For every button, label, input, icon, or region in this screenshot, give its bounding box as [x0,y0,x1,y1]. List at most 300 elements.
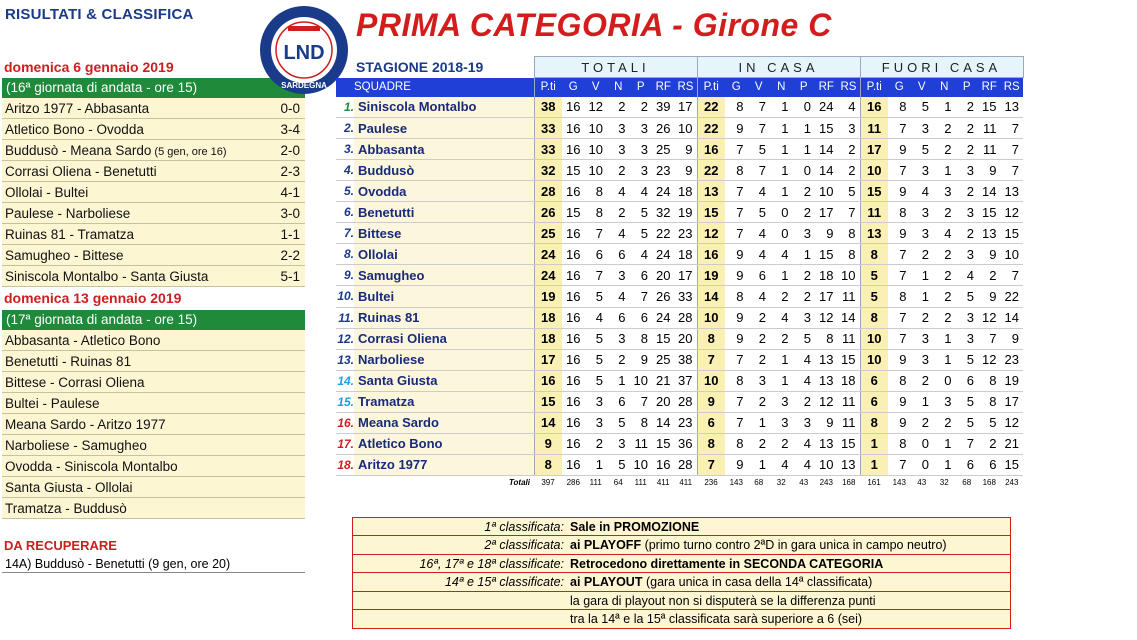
points-casa: 13 [697,181,725,202]
points-fuori: 13 [860,223,888,244]
stat-totali: 16 [562,286,585,307]
match-row [2,266,305,287]
stat-totali: 16 [562,391,585,412]
stat-casa: 2 [838,160,861,181]
stat-totali: 16 [562,223,585,244]
rank-cell: 10. [336,286,354,307]
points-casa: 9 [697,391,725,412]
team-name: Ovodda [354,181,534,202]
rank-cell: 8. [336,244,354,265]
stat-totali: 25 [652,349,675,370]
stat-fuori: 12 [978,349,1001,370]
match-row [2,140,305,161]
stat-fuori: 3 [956,244,979,265]
stat-fuori: 7 [1001,160,1024,181]
stat-totali: 3 [630,139,653,160]
stat-totali: 5 [607,454,630,475]
stat-totali: 32 [652,202,675,223]
rank-cell: 7. [336,223,354,244]
totals-value: 168 [982,478,996,488]
col-header-fuori-n: N [933,78,956,97]
totals-value: 161 [867,478,881,488]
points-totali: 17 [534,349,562,370]
stat-fuori: 3 [933,181,956,202]
stat-totali: 3 [607,433,630,454]
col-header-fuori-p: P [956,78,979,97]
stat-casa: 3 [770,412,793,433]
standings-row [336,286,1023,307]
stat-fuori: 21 [1001,433,1024,454]
stat-totali: 26 [652,286,675,307]
stat-totali: 24 [652,181,675,202]
stat-totali: 26 [652,118,675,139]
group-header-row [336,57,1023,78]
rank-cell: 2. [336,118,354,139]
stat-casa: 1 [748,412,771,433]
legend-bold: ai PLAYOFF [570,538,642,553]
points-totali: 32 [534,160,562,181]
points-fuori: 10 [860,349,888,370]
stat-casa: 11 [838,391,861,412]
stat-casa: 1 [770,265,793,286]
day2-date: domenica 13 gennaio 2019 [4,290,182,306]
team-name: Bittese [354,223,534,244]
stat-fuori: 7 [1001,118,1024,139]
stat-totali: 4 [585,307,608,328]
stat-fuori: 1 [911,391,934,412]
stat-casa: 9 [725,328,748,349]
col-header-totali-g: G [562,78,585,97]
team-name: Samugheo [354,265,534,286]
stat-totali: 20 [675,328,698,349]
stat-casa: 4 [748,223,771,244]
stat-totali: 6 [630,307,653,328]
match-row [2,330,305,351]
standings-row [336,412,1023,433]
points-totali: 19 [534,286,562,307]
stat-fuori: 8 [888,97,911,118]
stat-casa: 8 [725,286,748,307]
standings-row [336,391,1023,412]
stat-totali: 16 [562,412,585,433]
column-header-row [336,78,1023,97]
stat-fuori: 7 [888,160,911,181]
stat-casa: 0 [793,97,816,118]
stat-casa: 2 [748,307,771,328]
legend-value [568,518,1010,535]
stat-casa: 5 [748,202,771,223]
stat-fuori: 22 [1001,286,1024,307]
stat-fuori: 9 [888,412,911,433]
match-row [2,119,305,140]
logo-ring-text: SARDEGNA [281,81,327,90]
recupero-title: DA RECUPERARE [4,538,117,553]
points-fuori: 6 [860,370,888,391]
totals-value: 243 [1005,478,1019,488]
stat-fuori: 8 [888,202,911,223]
stat-casa: 9 [815,412,838,433]
stat-casa: 0 [770,223,793,244]
team-name: Bultei [354,286,534,307]
totals-value: 143 [892,478,906,488]
col-header-casa-n: N [770,78,793,97]
stat-casa: 8 [838,223,861,244]
group-in-casa: IN CASA [697,57,860,78]
stat-totali: 28 [675,307,698,328]
stat-casa: 4 [793,454,816,475]
team-name: Benetutti [354,202,534,223]
stat-fuori: 3 [956,307,979,328]
stat-fuori: 1 [933,97,956,118]
stat-totali: 10 [585,160,608,181]
col-header-fuori-g: G [888,78,911,97]
stat-fuori: 0 [911,433,934,454]
points-casa: 12 [697,223,725,244]
stat-casa: 5 [793,328,816,349]
stat-totali: 16 [562,139,585,160]
points-fuori: 6 [860,391,888,412]
stat-casa: 9 [725,265,748,286]
stat-totali: 4 [630,181,653,202]
team-name: Buddusò [354,160,534,181]
stat-totali: 23 [675,223,698,244]
stat-fuori: 9 [888,139,911,160]
points-fuori: 15 [860,181,888,202]
stat-casa: 0 [770,202,793,223]
stat-fuori: 9 [978,244,1001,265]
stat-totali: 7 [630,391,653,412]
stat-fuori: 19 [1001,370,1024,391]
points-casa: 16 [697,244,725,265]
day1-match-list [2,98,305,287]
col-header-fuori-v: V [911,78,934,97]
stat-casa: 18 [815,265,838,286]
totals-value: 43 [917,478,927,488]
stat-casa: 1 [770,160,793,181]
stat-totali: 16 [562,307,585,328]
stat-fuori: 5 [911,97,934,118]
points-fuori: 1 [860,454,888,475]
stat-totali: 14 [652,412,675,433]
stat-casa: 12 [815,307,838,328]
stat-fuori: 13 [978,223,1001,244]
stat-fuori: 9 [978,286,1001,307]
stat-fuori: 8 [888,433,911,454]
match-teams: Bultei - Paulese [5,396,100,411]
points-casa: 8 [697,433,725,454]
standings-row [336,181,1023,202]
stat-totali: 2 [585,433,608,454]
stat-casa: 11 [838,286,861,307]
stat-totali: 5 [630,223,653,244]
match-row [2,98,305,119]
team-name: Meana Sardo [354,412,534,433]
stat-casa: 1 [770,181,793,202]
stat-casa: 6 [748,265,771,286]
stat-fuori: 14 [978,181,1001,202]
recupero-match: 14A) Buddusò - Benetutti (9 gen, ore 20) [2,555,305,573]
stat-casa: 4 [793,370,816,391]
stat-casa: 2 [770,433,793,454]
stat-fuori: 9 [888,181,911,202]
standings-row [336,328,1023,349]
match-row [2,414,305,435]
group-fuori-casa: FUORI CASA [860,57,1023,78]
stat-totali: 6 [585,244,608,265]
stat-totali: 20 [652,391,675,412]
stat-totali: 2 [607,160,630,181]
legend-value [568,536,1010,553]
stat-casa: 7 [725,202,748,223]
stat-casa: 11 [838,412,861,433]
stat-fuori: 8 [888,370,911,391]
stat-casa: 7 [748,97,771,118]
standings-row [336,370,1023,391]
stat-fuori: 2 [933,244,956,265]
stat-casa: 2 [838,139,861,160]
team-name: Tramatza [354,391,534,412]
points-fuori: 11 [860,118,888,139]
stat-fuori: 3 [911,202,934,223]
legend-bold: Retrocedono direttamente in SECONDA CATEGORIA [570,556,884,571]
stat-fuori: 2 [956,223,979,244]
match-score: 5-1 [280,269,300,284]
stat-fuori: 3 [956,202,979,223]
stat-totali: 20 [652,265,675,286]
match-row [2,351,305,372]
stat-fuori: 15 [978,202,1001,223]
day2-match-list [2,330,305,519]
stat-totali: 21 [652,370,675,391]
group-totali: TOTALI [534,57,697,78]
stat-casa: 2 [793,265,816,286]
stat-casa: 14 [838,307,861,328]
standings-row [336,349,1023,370]
stat-casa: 2 [748,433,771,454]
day2-giornata: (17ª giornata di andata - ore 15) [2,310,305,330]
rank-cell: 13. [336,349,354,370]
stat-totali: 9 [675,160,698,181]
stat-totali: 10 [675,118,698,139]
stat-casa: 15 [838,349,861,370]
stat-totali: 15 [652,433,675,454]
match-teams: Paulese - Narboliese [5,206,131,221]
stat-fuori: 15 [1001,454,1024,475]
stat-totali: 4 [607,286,630,307]
points-casa: 22 [697,97,725,118]
stat-fuori: 2 [956,181,979,202]
legend-box [352,517,1011,629]
totals-label: Totali [508,478,530,488]
stat-fuori: 12 [1001,412,1024,433]
stat-fuori: 14 [1001,307,1024,328]
totals-value: 111 [589,478,602,488]
match-score: 0-0 [280,101,300,116]
stat-totali: 5 [585,286,608,307]
team-name: Paulese [354,118,534,139]
match-score: 2-2 [280,248,300,263]
totals-value: 111 [634,478,647,488]
points-casa: 19 [697,265,725,286]
legend-key: 16ª, 17ª e 18ª classificate: [419,556,564,571]
stat-totali: 16 [562,265,585,286]
match-teams: Santa Giusta - Ollolai [5,480,133,495]
stat-fuori: 11 [978,139,1001,160]
team-name: Narboliese [354,349,534,370]
col-header-totali-pti: P.ti [534,78,562,97]
stat-fuori: 5 [956,349,979,370]
stat-fuori: 2 [911,370,934,391]
stat-totali: 16 [562,328,585,349]
totals-value: 68 [754,478,764,488]
stat-totali: 19 [675,202,698,223]
stat-fuori: 3 [956,160,979,181]
stat-fuori: 4 [956,265,979,286]
stat-totali: 8 [630,412,653,433]
stat-totali: 4 [607,223,630,244]
stat-fuori: 2 [933,412,956,433]
team-name: Atletico Bono [354,433,534,454]
stat-totali: 9 [675,139,698,160]
stat-casa: 17 [815,286,838,307]
stat-casa: 4 [838,97,861,118]
standings-row [336,265,1023,286]
standings-table [336,56,1024,489]
stat-totali: 18 [675,244,698,265]
day1-date: domenica 6 gennaio 2019 [4,59,174,75]
stat-fuori: 11 [978,118,1001,139]
points-fuori: 1 [860,433,888,454]
stat-fuori: 23 [1001,349,1024,370]
stat-totali: 3 [607,265,630,286]
col-header-totali-p: P [630,78,653,97]
stat-totali: 18 [675,181,698,202]
stat-totali: 7 [630,286,653,307]
col-header-casa-p: P [793,78,816,97]
legend-text: la gara di playout non si disputerà se la differenza punti [570,593,876,608]
legend-value [568,555,1010,572]
stat-fuori: 7 [888,118,911,139]
match-teams: Narboliese - Samugheo [5,438,147,453]
stat-fuori: 9 [888,223,911,244]
legend-key [353,610,568,628]
stat-fuori: 8 [978,391,1001,412]
stat-totali: 5 [607,412,630,433]
stat-totali: 7 [585,265,608,286]
stat-casa: 2 [748,349,771,370]
stat-casa: 1 [770,97,793,118]
col-header-casa-v: V [748,78,771,97]
points-casa: 16 [697,139,725,160]
rank-cell: 9. [336,265,354,286]
points-totali: 8 [534,454,562,475]
stat-fuori: 2 [933,118,956,139]
totals-value: 286 [566,478,580,488]
stat-casa: 2 [793,202,816,223]
stat-totali: 37 [675,370,698,391]
stat-totali: 2 [630,97,653,118]
stat-casa: 4 [770,244,793,265]
points-totali: 33 [534,139,562,160]
stat-casa: 0 [793,160,816,181]
col-header-totali-v: V [585,78,608,97]
stat-casa: 13 [838,454,861,475]
standings-row [336,97,1023,118]
legend-value [568,610,1010,628]
rank-cell: 4. [336,160,354,181]
stat-casa: 14 [815,160,838,181]
stat-totali: 22 [652,223,675,244]
points-casa: 22 [697,118,725,139]
stat-totali: 23 [652,160,675,181]
totals-value: 168 [842,478,856,488]
stat-casa: 3 [770,391,793,412]
stat-totali: 9 [630,349,653,370]
rank-cell: 5. [336,181,354,202]
rank-cell: 18. [336,454,354,475]
stat-casa: 2 [793,391,816,412]
points-totali: 18 [534,328,562,349]
legend-text: tra la 14ª e la 15ª classificata sarà superiore a 6 (sei) [570,611,863,626]
stat-totali: 10 [630,454,653,475]
points-casa: 7 [697,454,725,475]
legend-row [353,518,1010,536]
stat-fuori: 5 [956,286,979,307]
standings-row [336,139,1023,160]
stat-fuori: 2 [933,286,956,307]
team-name: Ollolai [354,244,534,265]
match-row [2,393,305,414]
legend-key: 2ª classificata: [484,538,564,553]
col-header-casa-pti: P.ti [697,78,725,97]
rank-cell: 16. [336,412,354,433]
stat-casa: 1 [770,118,793,139]
stat-totali: 2 [607,202,630,223]
points-fuori: 17 [860,139,888,160]
stat-fuori: 15 [1001,223,1024,244]
match-row [2,456,305,477]
stat-casa: 8 [725,433,748,454]
stat-casa: 1 [793,118,816,139]
points-casa: 6 [697,412,725,433]
stat-totali: 12 [585,97,608,118]
totals-value: 32 [939,478,949,488]
stat-totali: 24 [652,244,675,265]
match-teams: Corrasi Oliena - Benetutti [5,164,157,179]
stat-casa: 3 [793,223,816,244]
stat-totali: 38 [675,349,698,370]
stat-fuori: 7 [888,244,911,265]
stat-totali: 1 [607,370,630,391]
match-teams: Benetutti - Ruinas 81 [5,354,132,369]
stat-fuori: 4 [933,223,956,244]
stat-totali: 5 [630,202,653,223]
stat-totali: 3 [607,328,630,349]
stat-casa: 7 [725,412,748,433]
stat-casa: 4 [748,181,771,202]
totals-value: 68 [962,478,972,488]
stat-fuori: 6 [978,454,1001,475]
stat-casa: 18 [838,370,861,391]
stat-fuori: 2 [978,433,1001,454]
points-casa: 15 [697,202,725,223]
totals-value: 411 [679,478,693,488]
stat-fuori: 2 [933,307,956,328]
stat-casa: 9 [725,118,748,139]
match-teams: Ovodda - Siniscola Montalbo [5,459,178,474]
stat-casa: 8 [725,97,748,118]
standings-row [336,454,1023,475]
